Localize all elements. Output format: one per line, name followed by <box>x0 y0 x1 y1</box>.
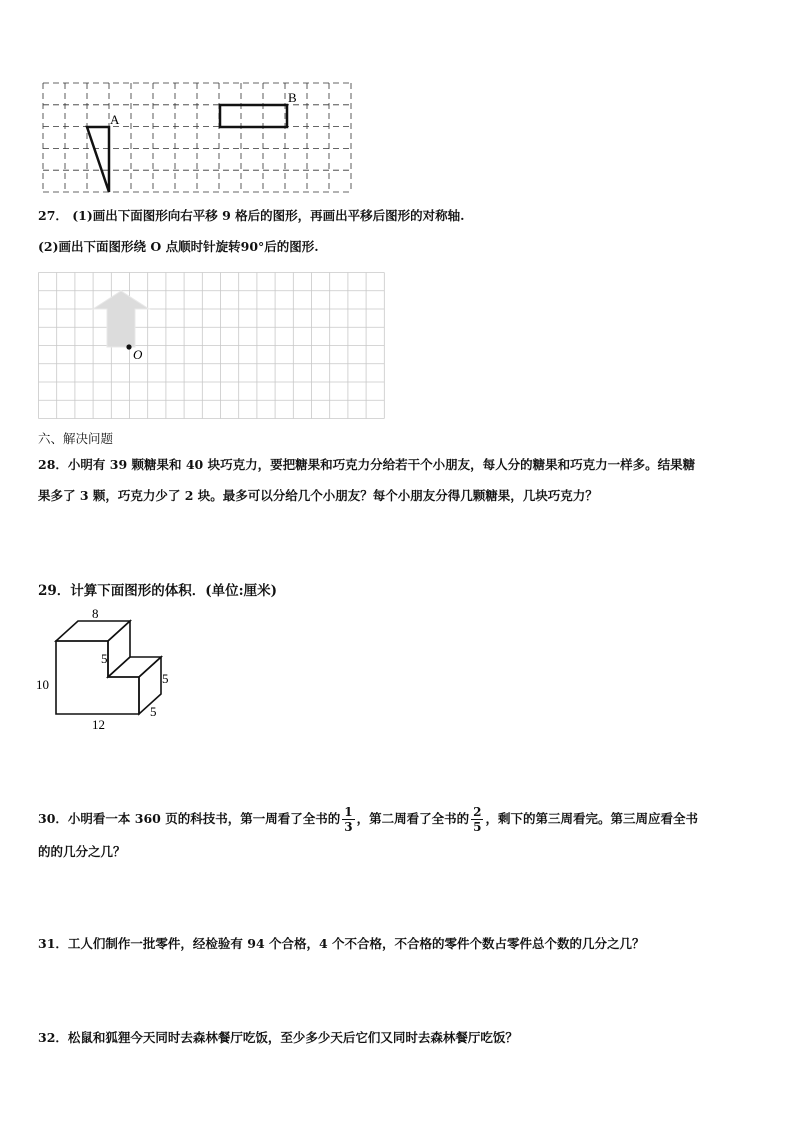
frac1-numerator: 1 <box>344 805 353 819</box>
q27-line2: (2)画出下面图形绕 O 点顺时针旋转90°后的图形. <box>38 239 319 254</box>
dim-depth: 5 <box>150 704 157 719</box>
fraction-two-fifths <box>471 805 483 834</box>
rotation-grid-figure <box>38 272 388 422</box>
rectangle-b <box>220 105 287 127</box>
label-b: B <box>288 90 297 105</box>
q27-line1: 27． (1)画出下面图形向右平移 9 格后的图形，再画出平移后图形的对称轴. <box>38 208 465 223</box>
frac2-denominator: 5 <box>473 820 482 834</box>
q30-line2: 的的几分之几？ <box>38 844 126 859</box>
point-o <box>126 344 131 349</box>
fraction-one-third <box>342 805 354 834</box>
q28-line2: 果多了 3 颗，巧克力少了 2 块。最多可以分给几个小朋友？每个小朋友分得几颗糖果，几块巧克力？ <box>38 488 598 503</box>
section-title: 六、解决问题 <box>38 431 114 446</box>
dashed-grid <box>43 83 351 192</box>
frac2-numerator: 2 <box>473 805 482 819</box>
label-a: A <box>110 112 120 127</box>
q29-title: 29．计算下面图形的体积．(单位:厘米) <box>38 583 278 599</box>
frac1-denominator: 3 <box>344 820 353 834</box>
q30-part3: ，剩下的第三周看完。第三周应看全书 <box>485 811 698 826</box>
dim-step-height: 5 <box>101 651 108 666</box>
dim-bottom: 12 <box>92 717 105 732</box>
triangle-a <box>87 127 109 192</box>
light-grid <box>39 273 385 419</box>
q28-line1: 28．小明有 39 颗糖果和 40 块巧克力，要把糖果和巧克力分给若干个小朋友，每人分的糖果和巧克力一样多。结果糖 <box>38 457 696 472</box>
q30-line1 <box>38 801 698 837</box>
gray-arrow-shape <box>93 291 149 347</box>
dim-top: 8 <box>92 606 99 621</box>
translation-grid-figure <box>38 78 360 198</box>
q31-text: 31．工人们制作一批零件，经检验有 94 个合格，4 个不合格，不合格的零件个数占零件总个数的几分之几？ <box>38 936 645 951</box>
q30-part2: ，第二周看了全书的 <box>356 811 470 826</box>
dim-left: 10 <box>36 677 49 692</box>
stepped-solid-figure <box>30 604 190 736</box>
solid-outline <box>56 621 161 714</box>
dim-right-height: 5 <box>162 671 169 686</box>
q30-part1: 30．小明看一本 360 页的科技书，第一周看了全书的 <box>38 811 341 826</box>
q32-text: 32．松鼠和狐狸今天同时去森林餐厅吃饭，至少多少天后它们又同时去森林餐厅吃饭？ <box>38 1030 518 1045</box>
point-o-label: O <box>133 347 143 362</box>
